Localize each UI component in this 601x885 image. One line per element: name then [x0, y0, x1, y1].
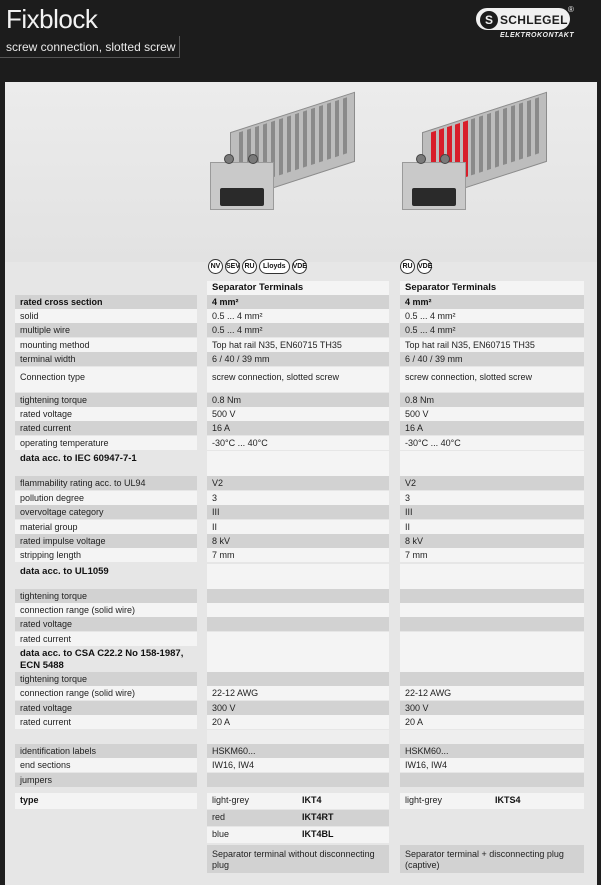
screw-icon	[416, 154, 426, 164]
table-row	[15, 548, 585, 562]
row-value-left: III	[207, 505, 389, 519]
row-label: rated voltage	[15, 407, 197, 421]
header	[0, 0, 601, 80]
row-value-right: 20 A	[400, 715, 584, 729]
row-label: Connection type	[15, 367, 197, 392]
logo-text: SCHLEGEL	[500, 13, 568, 27]
table-row	[15, 476, 585, 490]
row-value-right: 0.5 ... 4 mm²	[400, 309, 584, 323]
terminal-rail-clip	[412, 188, 456, 206]
table-row	[15, 421, 585, 435]
row-value-right	[400, 672, 584, 686]
cert-sev-icon: SEV	[225, 259, 240, 274]
row-value-left: 16 A	[207, 421, 389, 435]
type-variant-blue	[207, 827, 389, 843]
row-value-left: 6 / 40 / 39 mm	[207, 352, 389, 366]
type-code: IKT4BL	[302, 829, 334, 839]
column-title-left: Separator Terminals	[207, 281, 389, 295]
type-row	[15, 810, 585, 826]
row-label: tightening torque	[15, 393, 197, 407]
row-label: rated impulse voltage	[15, 534, 197, 548]
row-label: stripping length	[15, 548, 197, 562]
table-row	[15, 534, 585, 548]
row-label: rated current	[15, 632, 197, 646]
table-row	[15, 589, 585, 603]
row-value-left: 0.5 ... 4 mm²	[207, 309, 389, 323]
row-value-right: 8 kV	[400, 534, 584, 548]
row-value-right: II	[400, 520, 584, 534]
terminal-rail-clip	[220, 188, 264, 206]
row-label: rated current	[15, 715, 197, 729]
row-value-left: 3	[207, 491, 389, 505]
row-value-right: 0.5 ... 4 mm²	[400, 323, 584, 337]
row-value-left	[207, 564, 389, 589]
row-value-right: 300 V	[400, 701, 584, 715]
table-row	[15, 672, 585, 686]
row-label: material group	[15, 520, 197, 534]
table-row	[15, 773, 585, 787]
row-value-left: screw connection, slotted screw	[207, 367, 389, 392]
row-value-right: Top hat rail N35, EN60715 TH35	[400, 338, 584, 352]
section-heading-iec: data acc. to IEC 60947-7-1	[20, 453, 137, 464]
row-value-right: V2	[400, 476, 584, 490]
page-subtitle: screw connection, slotted screw	[6, 40, 176, 54]
row-value-right: III	[400, 505, 584, 519]
row-value-left	[207, 451, 389, 476]
type-row	[15, 793, 585, 809]
row-label: terminal width	[15, 352, 197, 366]
row-value-left: -30°C ... 40°C	[207, 436, 389, 450]
spacer-row	[15, 730, 585, 744]
row-value-right: 500 V	[400, 407, 584, 421]
page-title: Fixblock	[6, 4, 98, 34]
row-label: connection range (solid wire)	[15, 686, 197, 700]
row-label: rated cross section	[15, 295, 197, 309]
table-row	[15, 352, 585, 366]
logo-registered: ®	[568, 5, 574, 14]
table-row	[15, 295, 585, 309]
row-label: tightening torque	[15, 672, 197, 686]
row-value-left	[207, 646, 389, 672]
row-value-left	[207, 672, 389, 686]
table-row	[15, 367, 585, 392]
row-value-right	[400, 646, 584, 672]
row-value-left: HSKM60...	[207, 744, 389, 758]
table-row	[15, 603, 585, 617]
product-image-grey	[210, 92, 360, 217]
cert-lloyds-icon: Lloyds	[259, 259, 290, 274]
table-row	[15, 617, 585, 631]
row-value-left	[207, 603, 389, 617]
row-label: jumpers	[15, 773, 197, 787]
row-value-left: 4 mm²	[207, 295, 389, 309]
row-value-left: II	[207, 520, 389, 534]
row-value-right	[400, 617, 584, 631]
row-value-left: IW16, IW4	[207, 758, 389, 772]
certificates-left	[208, 259, 309, 275]
row-value-left	[207, 589, 389, 603]
row-value-left: 0.5 ... 4 mm²	[207, 323, 389, 337]
table-row	[15, 758, 585, 772]
section-heading-row	[15, 564, 585, 589]
row-value-right	[400, 632, 584, 646]
row-value-left: V2	[207, 476, 389, 490]
table-row	[15, 407, 585, 421]
certificates-right	[400, 259, 434, 275]
row-value-right	[400, 589, 584, 603]
row-value-right: 22-12 AWG	[400, 686, 584, 700]
type-description-row	[15, 845, 585, 873]
type-code: IKTS4	[495, 795, 521, 805]
type-label: type	[15, 793, 197, 809]
table-row	[15, 715, 585, 729]
row-label: rated current	[15, 421, 197, 435]
table-row	[15, 309, 585, 323]
row-label: connection range (solid wire)	[15, 603, 197, 617]
section-heading-ul: data acc. to UL1059	[20, 566, 109, 577]
type-color: red	[212, 812, 226, 822]
row-value-right: 4 mm²	[400, 295, 584, 309]
row-value-right: 7 mm	[400, 548, 584, 562]
table-row	[15, 520, 585, 534]
row-value-right	[400, 451, 584, 476]
row-label: rated voltage	[15, 617, 197, 631]
cert-ru-icon: RU	[400, 259, 415, 274]
row-label: tightening torque	[15, 589, 197, 603]
row-value-left: 7 mm	[207, 548, 389, 562]
type-variant-red	[207, 810, 389, 826]
column-title-right: Separator Terminals	[400, 281, 584, 295]
type-color: light-grey	[212, 795, 250, 805]
type-code: IKT4RT	[302, 812, 334, 822]
row-label: end sections	[15, 758, 197, 772]
logo-subtext: ELEKTROKONTAKT	[500, 32, 575, 39]
type-variant-right	[400, 793, 584, 809]
row-value-left: 22-12 AWG	[207, 686, 389, 700]
row-label: mounting method	[15, 338, 197, 352]
section-heading-csa: data acc. to CSA C22.2 No 158-1987, ECN 5488	[20, 648, 184, 671]
row-value-right: 0.8 Nm	[400, 393, 584, 407]
type-row	[15, 827, 585, 843]
section-heading-row	[15, 451, 585, 476]
row-label: operating temperature	[15, 436, 197, 450]
cert-nv-icon: NV	[208, 259, 223, 274]
row-value-left: 500 V	[207, 407, 389, 421]
row-value-left: 0.8 Nm	[207, 393, 389, 407]
row-value-right: 6 / 40 / 39 mm	[400, 352, 584, 366]
table-row	[15, 436, 585, 450]
row-label: rated voltage	[15, 701, 197, 715]
type-variant-light-grey	[207, 793, 389, 809]
screw-icon	[440, 154, 450, 164]
row-value-right: 16 A	[400, 421, 584, 435]
cert-ru-icon: RU	[242, 259, 257, 274]
table-row	[15, 393, 585, 407]
row-value-right: 3	[400, 491, 584, 505]
screw-icon	[224, 154, 234, 164]
row-label: solid	[15, 309, 197, 323]
row-value-right	[400, 730, 584, 744]
row-label: identification labels	[15, 744, 197, 758]
table-row	[15, 505, 585, 519]
section-heading-row	[15, 646, 585, 672]
row-value-left	[207, 730, 389, 744]
column-header-row	[15, 281, 585, 295]
logo-badge	[476, 8, 570, 30]
row-label: overvoltage category	[15, 505, 197, 519]
cert-vde-icon: VDE	[417, 259, 432, 274]
row-value-left	[207, 617, 389, 631]
row-value-right	[400, 603, 584, 617]
cert-vde-icon: VDE	[292, 259, 307, 274]
table-row	[15, 632, 585, 646]
row-label: pollution degree	[15, 491, 197, 505]
schlegel-logo	[476, 5, 576, 42]
screw-icon	[248, 154, 258, 164]
type-code: IKT4	[302, 795, 322, 805]
table-row	[15, 323, 585, 337]
row-label: flammability rating acc. to UL94	[15, 476, 197, 490]
type-description-right: Separator terminal + disconnecting plug (captive)	[400, 845, 584, 873]
row-value-right	[400, 564, 584, 589]
type-color: light-grey	[405, 795, 443, 805]
row-value-right	[400, 773, 584, 787]
row-value-left	[207, 632, 389, 646]
table-row	[15, 338, 585, 352]
type-description-left: Separator terminal without disconnecting plug	[207, 845, 389, 873]
type-color: blue	[212, 829, 230, 839]
table-row	[15, 744, 585, 758]
row-value-right: IW16, IW4	[400, 758, 584, 772]
row-label: multiple wire	[15, 323, 197, 337]
table-row	[15, 491, 585, 505]
logo-s-icon: S	[480, 11, 498, 29]
row-value-right: -30°C ... 40°C	[400, 436, 584, 450]
table-row	[15, 701, 585, 715]
row-value-left: 20 A	[207, 715, 389, 729]
row-value-left: 8 kV	[207, 534, 389, 548]
row-value-left: Top hat rail N35, EN60715 TH35	[207, 338, 389, 352]
row-value-right: screw connection, slotted screw	[400, 367, 584, 392]
table-row	[15, 686, 585, 700]
row-value-left	[207, 773, 389, 787]
row-value-right: HSKM60...	[400, 744, 584, 758]
product-image-red	[402, 92, 552, 217]
row-value-left: 300 V	[207, 701, 389, 715]
